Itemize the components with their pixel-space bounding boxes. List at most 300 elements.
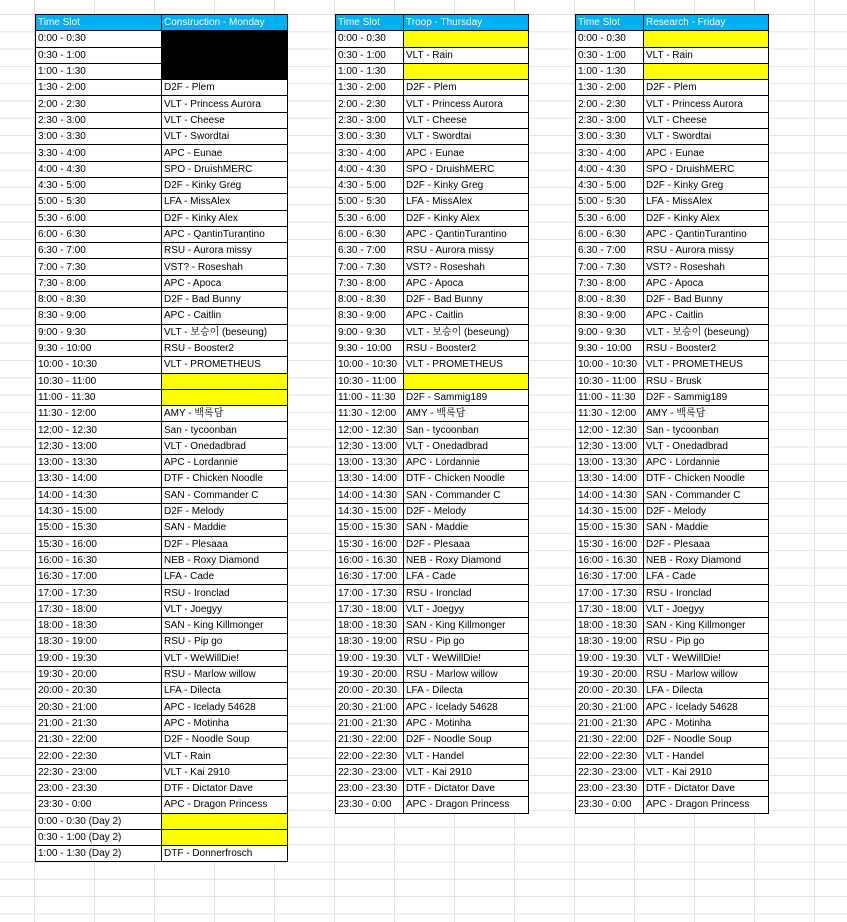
assignment-cell[interactable]: SPO - DruishMERC (162, 161, 288, 177)
assignment-cell[interactable]: APC - Icelady 54628 (162, 699, 288, 715)
assignment-cell[interactable]: D2F - Plem (162, 80, 288, 96)
assignment-cell[interactable]: SAN - Commander C (404, 487, 529, 503)
time-slot-cell[interactable]: 22:00 - 22:30 (36, 748, 162, 764)
assignment-cell[interactable]: RSU - Aurora missy (644, 243, 769, 259)
assignment-cell[interactable]: VLT - PROMETHEUS (404, 357, 529, 373)
assignment-cell[interactable] (162, 829, 288, 845)
time-slot-cell[interactable]: 6:30 - 7:00 (36, 243, 162, 259)
time-slot-cell[interactable]: 2:00 - 2:30 (336, 96, 404, 112)
header-time-slot[interactable]: Time Slot (576, 15, 644, 31)
time-slot-cell[interactable]: 11:00 - 11:30 (336, 389, 404, 405)
assignment-cell[interactable]: APC - Dragon Princess (644, 797, 769, 813)
assignment-cell[interactable]: VLT - Onedadbrad (162, 438, 288, 454)
time-slot-cell[interactable]: 6:00 - 6:30 (576, 226, 644, 242)
time-slot-cell[interactable]: 11:30 - 12:00 (336, 406, 404, 422)
assignment-cell[interactable]: VLT - Handel (644, 748, 769, 764)
assignment-cell[interactable]: APC - Lordannie (404, 455, 529, 471)
time-slot-cell[interactable]: 17:30 - 18:00 (576, 601, 644, 617)
time-slot-cell[interactable]: 9:30 - 10:00 (336, 340, 404, 356)
assignment-cell[interactable]: NEB - Roxy Diamond (162, 552, 288, 568)
assignment-cell[interactable]: VLT - 보승이 (beseung) (644, 324, 769, 340)
time-slot-cell[interactable]: 22:00 - 22:30 (576, 748, 644, 764)
assignment-cell[interactable]: AMY - 백록담 (644, 406, 769, 422)
time-slot-cell[interactable]: 11:00 - 11:30 (36, 389, 162, 405)
assignment-cell[interactable]: VLT - Rain (162, 748, 288, 764)
time-slot-cell[interactable]: 20:30 - 21:00 (576, 699, 644, 715)
assignment-cell[interactable]: VLT - Joegyy (644, 601, 769, 617)
assignment-cell[interactable] (644, 63, 769, 79)
time-slot-cell[interactable]: 23:30 - 0:00 (36, 797, 162, 813)
time-slot-cell[interactable]: 21:30 - 22:00 (576, 732, 644, 748)
assignment-cell[interactable]: VLT - Onedadbrad (404, 438, 529, 454)
assignment-cell[interactable]: APC - QantinTurantino (162, 226, 288, 242)
time-slot-cell[interactable]: 16:00 - 16:30 (336, 552, 404, 568)
time-slot-cell[interactable]: 1:00 - 1:30 (Day 2) (36, 846, 162, 862)
assignment-cell[interactable]: RSU - Ironclad (404, 585, 529, 601)
time-slot-cell[interactable]: 19:00 - 19:30 (336, 650, 404, 666)
time-slot-cell[interactable]: 14:30 - 15:00 (576, 503, 644, 519)
time-slot-cell[interactable]: 2:30 - 3:00 (336, 112, 404, 128)
assignment-cell[interactable]: VLT - Cheese (162, 112, 288, 128)
time-slot-cell[interactable]: 13:30 - 14:00 (576, 471, 644, 487)
assignment-cell[interactable]: APC - Apoca (404, 275, 529, 291)
assignment-cell[interactable]: RSU - Pip go (404, 634, 529, 650)
assignment-cell[interactable] (404, 373, 529, 389)
time-slot-cell[interactable]: 22:30 - 23:00 (336, 764, 404, 780)
header-time-slot[interactable]: Time Slot (336, 15, 404, 31)
time-slot-cell[interactable]: 5:30 - 6:00 (36, 210, 162, 226)
assignment-cell[interactable] (644, 31, 769, 47)
assignment-cell[interactable]: VLT - Rain (404, 47, 529, 63)
assignment-cell[interactable]: APC - Eunae (404, 145, 529, 161)
time-slot-cell[interactable]: 21:30 - 22:00 (36, 732, 162, 748)
assignment-cell[interactable]: D2F - Bad Bunny (162, 292, 288, 308)
assignment-cell[interactable]: SAN - King Killmonger (644, 617, 769, 633)
time-slot-cell[interactable]: 7:30 - 8:00 (36, 275, 162, 291)
assignment-cell[interactable]: APC - Lordannie (162, 455, 288, 471)
time-slot-cell[interactable]: 19:30 - 20:00 (36, 666, 162, 682)
assignment-cell[interactable]: RSU - Aurora missy (162, 243, 288, 259)
assignment-cell[interactable]: APC - Icelady 54628 (644, 699, 769, 715)
time-slot-cell[interactable]: 3:30 - 4:00 (336, 145, 404, 161)
time-slot-cell[interactable]: 2:00 - 2:30 (576, 96, 644, 112)
assignment-cell[interactable]: San - tycoonban (644, 422, 769, 438)
assignment-cell[interactable]: RSU - Pip go (644, 634, 769, 650)
assignment-cell[interactable]: D2F - Noodle Soup (404, 732, 529, 748)
time-slot-cell[interactable]: 15:00 - 15:30 (36, 520, 162, 536)
time-slot-cell[interactable]: 4:30 - 5:00 (36, 177, 162, 193)
time-slot-cell[interactable]: 18:00 - 18:30 (336, 617, 404, 633)
assignment-cell[interactable]: APC - Lordannie (644, 455, 769, 471)
time-slot-cell[interactable]: 18:30 - 19:00 (336, 634, 404, 650)
assignment-cell[interactable]: VLT - Cheese (644, 112, 769, 128)
time-slot-cell[interactable]: 23:30 - 0:00 (336, 797, 404, 813)
time-slot-cell[interactable]: 10:30 - 11:00 (336, 373, 404, 389)
time-slot-cell[interactable]: 8:00 - 8:30 (576, 292, 644, 308)
time-slot-cell[interactable]: 14:00 - 14:30 (336, 487, 404, 503)
assignment-cell[interactable]: VLT - PROMETHEUS (162, 357, 288, 373)
time-slot-cell[interactable]: 6:30 - 7:00 (336, 243, 404, 259)
assignment-cell[interactable]: VLT - Swordtai (162, 129, 288, 145)
time-slot-cell[interactable]: 20:00 - 20:30 (336, 683, 404, 699)
time-slot-cell[interactable]: 16:00 - 16:30 (36, 552, 162, 568)
time-slot-cell[interactable]: 10:00 - 10:30 (36, 357, 162, 373)
time-slot-cell[interactable]: 12:00 - 12:30 (36, 422, 162, 438)
assignment-cell[interactable]: VLT - 보승이 (beseung) (404, 324, 529, 340)
assignment-cell[interactable]: APC - Eunae (162, 145, 288, 161)
assignment-cell[interactable]: VLT - Kai 2910 (644, 764, 769, 780)
assignment-cell[interactable] (404, 63, 529, 79)
time-slot-cell[interactable]: 11:30 - 12:00 (576, 406, 644, 422)
assignment-cell[interactable]: VLT - Princess Aurora (162, 96, 288, 112)
assignment-cell[interactable] (162, 373, 288, 389)
assignment-cell[interactable]: SAN - King Killmonger (162, 617, 288, 633)
time-slot-cell[interactable]: 15:30 - 16:00 (36, 536, 162, 552)
assignment-cell[interactable]: D2F - Sammig189 (404, 389, 529, 405)
assignment-cell[interactable]: VLT - Swordtai (404, 129, 529, 145)
time-slot-cell[interactable]: 17:00 - 17:30 (576, 585, 644, 601)
assignment-cell[interactable]: APC - Caitlin (644, 308, 769, 324)
time-slot-cell[interactable]: 4:00 - 4:30 (336, 161, 404, 177)
assignment-cell[interactable]: VLT - Kai 2910 (162, 764, 288, 780)
time-slot-cell[interactable]: 9:00 - 9:30 (336, 324, 404, 340)
header-research-friday[interactable]: Research - Friday (644, 15, 769, 31)
time-slot-cell[interactable]: 19:00 - 19:30 (576, 650, 644, 666)
assignment-cell[interactable]: APC - Apoca (162, 275, 288, 291)
time-slot-cell[interactable]: 18:00 - 18:30 (36, 617, 162, 633)
assignment-cell[interactable]: APC - Eunae (644, 145, 769, 161)
time-slot-cell[interactable]: 14:00 - 14:30 (576, 487, 644, 503)
assignment-cell[interactable]: APC - Icelady 54628 (404, 699, 529, 715)
time-slot-cell[interactable]: 21:00 - 21:30 (336, 715, 404, 731)
time-slot-cell[interactable]: 13:30 - 14:00 (36, 471, 162, 487)
assignment-cell[interactable]: RSU - Pip go (162, 634, 288, 650)
time-slot-cell[interactable]: 0:00 - 0:30 (36, 31, 162, 47)
time-slot-cell[interactable]: 20:30 - 21:00 (336, 699, 404, 715)
assignment-cell[interactable]: APC - Motinha (404, 715, 529, 731)
time-slot-cell[interactable]: 6:30 - 7:00 (576, 243, 644, 259)
time-slot-cell[interactable]: 15:00 - 15:30 (336, 520, 404, 536)
time-slot-cell[interactable]: 1:30 - 2:00 (36, 80, 162, 96)
assignment-cell[interactable]: LFA - Dilecta (404, 683, 529, 699)
time-slot-cell[interactable]: 14:00 - 14:30 (36, 487, 162, 503)
time-slot-cell[interactable]: 13:30 - 14:00 (336, 471, 404, 487)
time-slot-cell[interactable]: 9:30 - 10:00 (36, 340, 162, 356)
assignment-cell[interactable]: DTF - Dictator Dave (404, 780, 529, 796)
assignment-cell[interactable]: VST? - Roseshah (644, 259, 769, 275)
time-slot-cell[interactable]: 11:00 - 11:30 (576, 389, 644, 405)
time-slot-cell[interactable]: 4:00 - 4:30 (576, 161, 644, 177)
assignment-cell[interactable]: VLT - Kai 2910 (404, 764, 529, 780)
assignment-cell[interactable]: LFA - MissAlex (162, 194, 288, 210)
time-slot-cell[interactable]: 21:30 - 22:00 (336, 732, 404, 748)
assignment-cell[interactable]: NEB - Roxy Diamond (404, 552, 529, 568)
assignment-cell[interactable]: VLT - WeWillDie! (404, 650, 529, 666)
assignment-cell[interactable]: DTF - Chicken Noodle (644, 471, 769, 487)
time-slot-cell[interactable]: 2:30 - 3:00 (36, 112, 162, 128)
time-slot-cell[interactable]: 9:00 - 9:30 (576, 324, 644, 340)
time-slot-cell[interactable]: 23:00 - 23:30 (576, 780, 644, 796)
assignment-cell[interactable]: VLT - WeWillDie! (644, 650, 769, 666)
time-slot-cell[interactable]: 8:00 - 8:30 (336, 292, 404, 308)
time-slot-cell[interactable]: 20:00 - 20:30 (576, 683, 644, 699)
header-construction-monday[interactable]: Construction - Monday (162, 15, 288, 31)
time-slot-cell[interactable]: 12:00 - 12:30 (336, 422, 404, 438)
assignment-cell[interactable]: VLT - WeWillDie! (162, 650, 288, 666)
assignment-cell[interactable]: LFA - Cade (404, 569, 529, 585)
time-slot-cell[interactable]: 5:00 - 5:30 (336, 194, 404, 210)
header-time-slot[interactable]: Time Slot (36, 15, 162, 31)
time-slot-cell[interactable]: 3:00 - 3:30 (336, 129, 404, 145)
assignment-cell[interactable]: NEB - Roxy Diamond (644, 552, 769, 568)
time-slot-cell[interactable]: 14:30 - 15:00 (36, 503, 162, 519)
assignment-cell[interactable]: APC - Apoca (644, 275, 769, 291)
time-slot-cell[interactable]: 8:30 - 9:00 (576, 308, 644, 324)
time-slot-cell[interactable]: 0:00 - 0:30 (Day 2) (36, 813, 162, 829)
assignment-cell[interactable]: San - tycoonban (404, 422, 529, 438)
time-slot-cell[interactable]: 21:00 - 21:30 (36, 715, 162, 731)
assignment-cell[interactable]: APC - Caitlin (162, 308, 288, 324)
assignment-cell[interactable]: RSU - Booster2 (404, 340, 529, 356)
time-slot-cell[interactable]: 22:30 - 23:00 (36, 764, 162, 780)
assignment-cell[interactable]: D2F - Plesaaa (644, 536, 769, 552)
time-slot-cell[interactable]: 20:30 - 21:00 (36, 699, 162, 715)
assignment-cell[interactable]: DTF - Chicken Noodle (162, 471, 288, 487)
assignment-cell[interactable]: SAN - Maddie (644, 520, 769, 536)
assignment-cell[interactable]: D2F - Kinky Alex (644, 210, 769, 226)
time-slot-cell[interactable]: 19:00 - 19:30 (36, 650, 162, 666)
time-slot-cell[interactable]: 7:30 - 8:00 (336, 275, 404, 291)
assignment-cell[interactable]: D2F - Plesaaa (162, 536, 288, 552)
assignment-cell[interactable]: APC - Motinha (162, 715, 288, 731)
header-troop-thursday[interactable]: Troop - Thursday (404, 15, 529, 31)
time-slot-cell[interactable]: 12:00 - 12:30 (576, 422, 644, 438)
time-slot-cell[interactable]: 22:30 - 23:00 (576, 764, 644, 780)
assignment-cell[interactable] (162, 47, 288, 63)
time-slot-cell[interactable]: 8:00 - 8:30 (36, 292, 162, 308)
assignment-cell[interactable]: APC - Motinha (644, 715, 769, 731)
time-slot-cell[interactable]: 10:30 - 11:00 (576, 373, 644, 389)
assignment-cell[interactable]: APC - Dragon Princess (404, 797, 529, 813)
time-slot-cell[interactable]: 17:00 - 17:30 (36, 585, 162, 601)
time-slot-cell[interactable]: 6:00 - 6:30 (336, 226, 404, 242)
assignment-cell[interactable]: VLT - Swordtai (644, 129, 769, 145)
assignment-cell[interactable]: AMY - 백록담 (404, 406, 529, 422)
time-slot-cell[interactable]: 5:30 - 6:00 (336, 210, 404, 226)
time-slot-cell[interactable]: 23:30 - 0:00 (576, 797, 644, 813)
assignment-cell[interactable]: APC - Caitlin (404, 308, 529, 324)
time-slot-cell[interactable]: 2:00 - 2:30 (36, 96, 162, 112)
assignment-cell[interactable]: APC - Dragon Princess (162, 797, 288, 813)
assignment-cell[interactable]: D2F - Bad Bunny (404, 292, 529, 308)
time-slot-cell[interactable]: 4:30 - 5:00 (576, 177, 644, 193)
time-slot-cell[interactable]: 5:00 - 5:30 (576, 194, 644, 210)
time-slot-cell[interactable]: 10:00 - 10:30 (336, 357, 404, 373)
assignment-cell[interactable]: VLT - 보승이 (beseung) (162, 324, 288, 340)
time-slot-cell[interactable]: 12:30 - 13:00 (576, 438, 644, 454)
time-slot-cell[interactable]: 19:30 - 20:00 (576, 666, 644, 682)
assignment-cell[interactable]: VLT - Joegyy (162, 601, 288, 617)
assignment-cell[interactable]: VLT - PROMETHEUS (644, 357, 769, 373)
time-slot-cell[interactable]: 16:30 - 17:00 (576, 569, 644, 585)
time-slot-cell[interactable]: 15:30 - 16:00 (336, 536, 404, 552)
time-slot-cell[interactable]: 0:30 - 1:00 (Day 2) (36, 829, 162, 845)
assignment-cell[interactable]: LFA - MissAlex (404, 194, 529, 210)
assignment-cell[interactable]: VLT - Cheese (404, 112, 529, 128)
assignment-cell[interactable]: D2F - Noodle Soup (162, 732, 288, 748)
assignment-cell[interactable] (162, 31, 288, 47)
assignment-cell[interactable]: D2F - Melody (644, 503, 769, 519)
time-slot-cell[interactable]: 17:30 - 18:00 (336, 601, 404, 617)
time-slot-cell[interactable]: 6:00 - 6:30 (36, 226, 162, 242)
assignment-cell[interactable]: RSU - Brusk (644, 373, 769, 389)
time-slot-cell[interactable]: 17:30 - 18:00 (36, 601, 162, 617)
time-slot-cell[interactable]: 2:30 - 3:00 (576, 112, 644, 128)
assignment-cell[interactable]: D2F - Kinky Alex (162, 210, 288, 226)
assignment-cell[interactable]: LFA - Cade (162, 569, 288, 585)
time-slot-cell[interactable]: 1:30 - 2:00 (336, 80, 404, 96)
time-slot-cell[interactable]: 1:00 - 1:30 (576, 63, 644, 79)
assignment-cell[interactable]: San - tycoonban (162, 422, 288, 438)
time-slot-cell[interactable]: 13:00 - 13:30 (36, 455, 162, 471)
assignment-cell[interactable]: DTF - Dictator Dave (644, 780, 769, 796)
assignment-cell[interactable]: SAN - Maddie (162, 520, 288, 536)
time-slot-cell[interactable]: 20:00 - 20:30 (36, 683, 162, 699)
time-slot-cell[interactable]: 4:00 - 4:30 (36, 161, 162, 177)
time-slot-cell[interactable]: 1:00 - 1:30 (36, 63, 162, 79)
time-slot-cell[interactable]: 10:30 - 11:00 (36, 373, 162, 389)
time-slot-cell[interactable]: 3:00 - 3:30 (36, 129, 162, 145)
time-slot-cell[interactable]: 1:30 - 2:00 (576, 80, 644, 96)
assignment-cell[interactable]: RSU - Ironclad (644, 585, 769, 601)
assignment-cell[interactable]: VLT - Princess Aurora (404, 96, 529, 112)
assignment-cell[interactable]: D2F - Sammig189 (644, 389, 769, 405)
time-slot-cell[interactable]: 18:00 - 18:30 (576, 617, 644, 633)
time-slot-cell[interactable]: 14:30 - 15:00 (336, 503, 404, 519)
time-slot-cell[interactable]: 8:30 - 9:00 (336, 308, 404, 324)
assignment-cell[interactable]: D2F - Melody (162, 503, 288, 519)
time-slot-cell[interactable]: 16:00 - 16:30 (576, 552, 644, 568)
assignment-cell[interactable]: LFA - MissAlex (644, 194, 769, 210)
time-slot-cell[interactable]: 7:00 - 7:30 (336, 259, 404, 275)
assignment-cell[interactable]: D2F - Plesaaa (404, 536, 529, 552)
assignment-cell[interactable]: LFA - Dilecta (644, 683, 769, 699)
assignment-cell[interactable]: RSU - Marlow willow (644, 666, 769, 682)
assignment-cell[interactable]: D2F - Kinky Greg (644, 177, 769, 193)
assignment-cell[interactable]: VLT - Princess Aurora (644, 96, 769, 112)
assignment-cell[interactable]: VLT - Handel (404, 748, 529, 764)
time-slot-cell[interactable]: 22:00 - 22:30 (336, 748, 404, 764)
time-slot-cell[interactable]: 15:00 - 15:30 (576, 520, 644, 536)
assignment-cell[interactable]: D2F - Plem (644, 80, 769, 96)
time-slot-cell[interactable]: 7:30 - 8:00 (576, 275, 644, 291)
assignment-cell[interactable]: D2F - Plem (404, 80, 529, 96)
assignment-cell[interactable] (404, 31, 529, 47)
assignment-cell[interactable]: DTF - Dictator Dave (162, 780, 288, 796)
time-slot-cell[interactable]: 0:00 - 0:30 (576, 31, 644, 47)
assignment-cell[interactable]: SAN - King Killmonger (404, 617, 529, 633)
time-slot-cell[interactable]: 9:00 - 9:30 (36, 324, 162, 340)
time-slot-cell[interactable]: 4:30 - 5:00 (336, 177, 404, 193)
time-slot-cell[interactable]: 5:00 - 5:30 (36, 194, 162, 210)
time-slot-cell[interactable]: 3:30 - 4:00 (36, 145, 162, 161)
time-slot-cell[interactable]: 12:30 - 13:00 (336, 438, 404, 454)
assignment-cell[interactable]: D2F - Kinky Greg (404, 177, 529, 193)
assignment-cell[interactable]: SAN - Maddie (404, 520, 529, 536)
assignment-cell[interactable]: RSU - Ironclad (162, 585, 288, 601)
assignment-cell[interactable]: RSU - Aurora missy (404, 243, 529, 259)
time-slot-cell[interactable]: 12:30 - 13:00 (36, 438, 162, 454)
time-slot-cell[interactable]: 16:30 - 17:00 (36, 569, 162, 585)
assignment-cell[interactable]: RSU - Marlow willow (404, 666, 529, 682)
assignment-cell[interactable]: D2F - Melody (404, 503, 529, 519)
assignment-cell[interactable]: LFA - Dilecta (162, 683, 288, 699)
time-slot-cell[interactable]: 0:30 - 1:00 (336, 47, 404, 63)
assignment-cell[interactable]: SAN - Commander C (644, 487, 769, 503)
assignment-cell[interactable]: SPO - DruishMERC (644, 161, 769, 177)
time-slot-cell[interactable]: 19:30 - 20:00 (336, 666, 404, 682)
time-slot-cell[interactable]: 8:30 - 9:00 (36, 308, 162, 324)
assignment-cell[interactable]: APC - QantinTurantino (644, 226, 769, 242)
time-slot-cell[interactable]: 13:00 - 13:30 (576, 455, 644, 471)
assignment-cell[interactable]: VLT - Joegyy (404, 601, 529, 617)
assignment-cell[interactable] (162, 389, 288, 405)
assignment-cell[interactable]: D2F - Kinky Alex (404, 210, 529, 226)
time-slot-cell[interactable]: 16:30 - 17:00 (336, 569, 404, 585)
assignment-cell[interactable]: AMY - 백록담 (162, 406, 288, 422)
time-slot-cell[interactable]: 11:30 - 12:00 (36, 406, 162, 422)
assignment-cell[interactable]: SAN - Commander C (162, 487, 288, 503)
assignment-cell[interactable]: VST? - Roseshah (404, 259, 529, 275)
time-slot-cell[interactable]: 1:00 - 1:30 (336, 63, 404, 79)
assignment-cell[interactable]: DTF - Chicken Noodle (404, 471, 529, 487)
time-slot-cell[interactable]: 18:30 - 19:00 (576, 634, 644, 650)
assignment-cell[interactable]: RSU - Booster2 (162, 340, 288, 356)
assignment-cell[interactable]: APC - QantinTurantino (404, 226, 529, 242)
assignment-cell[interactable]: LFA - Cade (644, 569, 769, 585)
time-slot-cell[interactable]: 21:00 - 21:30 (576, 715, 644, 731)
assignment-cell[interactable]: RSU - Marlow willow (162, 666, 288, 682)
time-slot-cell[interactable]: 13:00 - 13:30 (336, 455, 404, 471)
assignment-cell[interactable] (162, 63, 288, 79)
assignment-cell[interactable]: D2F - Bad Bunny (644, 292, 769, 308)
time-slot-cell[interactable]: 15:30 - 16:00 (576, 536, 644, 552)
time-slot-cell[interactable]: 5:30 - 6:00 (576, 210, 644, 226)
assignment-cell[interactable]: RSU - Booster2 (644, 340, 769, 356)
assignment-cell[interactable]: VST? - Roseshah (162, 259, 288, 275)
time-slot-cell[interactable]: 23:00 - 23:30 (36, 780, 162, 796)
assignment-cell[interactable]: DTF - Donnerfrosch (162, 846, 288, 862)
assignment-cell[interactable]: D2F - Kinky Greg (162, 177, 288, 193)
time-slot-cell[interactable]: 10:00 - 10:30 (576, 357, 644, 373)
time-slot-cell[interactable]: 17:00 - 17:30 (336, 585, 404, 601)
time-slot-cell[interactable]: 23:00 - 23:30 (336, 780, 404, 796)
time-slot-cell[interactable]: 3:30 - 4:00 (576, 145, 644, 161)
time-slot-cell[interactable]: 7:00 - 7:30 (576, 259, 644, 275)
time-slot-cell[interactable]: 0:00 - 0:30 (336, 31, 404, 47)
assignment-cell[interactable]: D2F - Noodle Soup (644, 732, 769, 748)
assignment-cell[interactable]: VLT - Rain (644, 47, 769, 63)
time-slot-cell[interactable]: 18:30 - 19:00 (36, 634, 162, 650)
time-slot-cell[interactable]: 9:30 - 10:00 (576, 340, 644, 356)
time-slot-cell[interactable]: 0:30 - 1:00 (576, 47, 644, 63)
assignment-cell[interactable]: SPO - DruishMERC (404, 161, 529, 177)
assignment-cell[interactable] (162, 813, 288, 829)
assignment-cell[interactable]: VLT - Onedadbrad (644, 438, 769, 454)
time-slot-cell[interactable]: 7:00 - 7:30 (36, 259, 162, 275)
time-slot-cell[interactable]: 3:00 - 3:30 (576, 129, 644, 145)
time-slot-cell[interactable]: 0:30 - 1:00 (36, 47, 162, 63)
